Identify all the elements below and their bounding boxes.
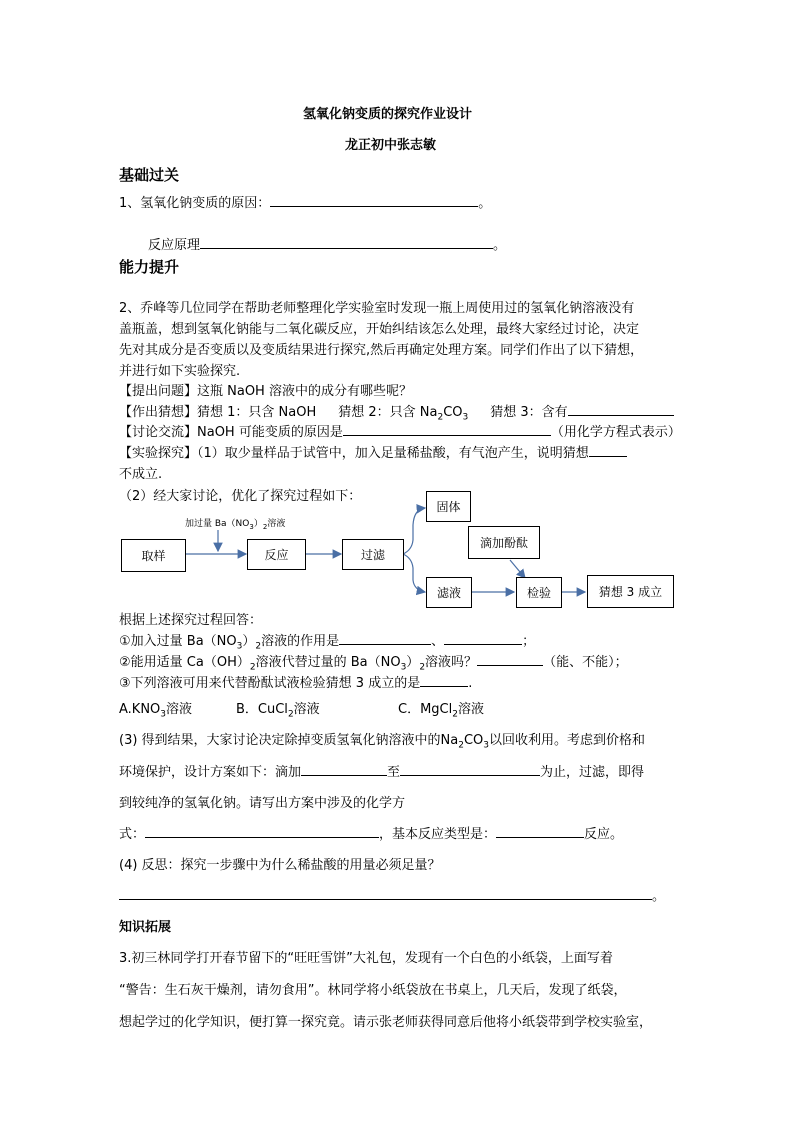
- answer-blank[interactable]: [496, 824, 584, 838]
- flow-box-test: 检验: [516, 577, 562, 608]
- answer-blank[interactable]: [444, 631, 522, 645]
- section-heading-basic: 基础过关: [119, 166, 180, 184]
- flow-box-result: 猜想 3 成立: [587, 575, 674, 608]
- page-title: 氢氧化钠变质的探究作业设计: [303, 107, 473, 122]
- hypothesis-1: 【作出猜想】猜想 1：只含 NaOH: [119, 405, 317, 420]
- answer-blank[interactable]: [420, 673, 468, 687]
- answer-blank[interactable]: [400, 762, 540, 776]
- answer-blank[interactable]: [119, 886, 652, 900]
- answer-3: ③下列溶液可用来代替酚酞试液检验猜想 3 成立的是 .: [119, 672, 472, 691]
- section-heading-ability: 能力提升: [119, 258, 180, 276]
- q5-paragraph-line: 3.初三林同学打开春节留下的“旺旺雪饼”大礼包，发现有一个白色的小纸袋，上面写着: [119, 951, 613, 966]
- question-3-line-4: 式： ，基本反应类型是： 反应。: [119, 823, 623, 842]
- q1-reaction-label: 反应原理: [148, 238, 201, 253]
- answer-1: ①加入过量 $Ba(NO_3)_2$溶液的作用是 、 ；: [119, 630, 535, 652]
- ask-question: 【提出问题】这瓶 NaOH 溶液中的成分有哪些呢？: [119, 384, 412, 399]
- experiment-2: （2）经大家讨论，优化了探究过程如下：: [119, 489, 362, 504]
- author: 龙正初中张志敏: [345, 138, 437, 153]
- section-heading-extension: 知识拓展: [119, 920, 172, 935]
- option-b[interactable]: B．CuCl$_2$溶液: [236, 702, 320, 720]
- flow-reagent-label: 加过量 $Ba(NO_3)_2$溶液: [185, 519, 286, 531]
- flow-box-phenolphthalein: 滴加酚酞: [468, 526, 540, 559]
- arrow-phenol-test: [510, 560, 525, 578]
- q1-reaction-end: 。: [493, 238, 507, 253]
- answer-blank[interactable]: [477, 652, 543, 666]
- option-a[interactable]: $A.KNO_3$溶液: [119, 702, 193, 720]
- experiment-1-end: 不成立.: [119, 467, 163, 482]
- q2-paragraph-line: 2、乔峰等几位同学在帮助老师整理化学实验室时发现一瓶上周使用过的氢氧化钠溶液没有: [119, 301, 635, 316]
- flow-box-sample: 取样: [121, 539, 186, 572]
- answer-blank[interactable]: [301, 762, 387, 776]
- q1-text: 1、氢氧化钠变质的原因：: [119, 196, 271, 211]
- question-3-line-1: (3) 得到结果，大家讨论决定除掉变质氢氧化钠溶液中的$Na_2CO_3$以回收利用。考虑到价格和: [119, 733, 646, 751]
- answer-2: ②能用适量 $Ca(OH)_2$溶液代替过量的 $Ba(NO_3)_2$溶液吗？ （能、不能）；: [119, 651, 628, 673]
- hypothesis-3: 猜想 3：含有: [490, 405, 568, 420]
- question-4-answer: 。: [119, 885, 665, 904]
- experiment-1-text: 【实验探究】（1）取少量样品于试管中，加入足量稀盐酸，有气泡产生，说明猜想: [119, 446, 589, 461]
- flow-box-filtrate: 滤液: [426, 577, 472, 608]
- option-c[interactable]: C．MgCl$_2$溶液: [398, 702, 484, 720]
- q2-paragraph-line: 先对其成分是否变质以及变质结果进行探究,然后再确定处理方案。同学们作出了以下猜想，: [119, 343, 644, 358]
- q2-paragraph-line: 盖瓶盖，想到氢氧化钠能与二氧化碳反应，开始纠结该怎么处理，最终大家经过讨论，决定: [119, 322, 640, 337]
- question-3-line-3: 到较纯净的氢氧化钠。请写出方案中涉及的化学方: [119, 796, 406, 811]
- q1-end: 。: [478, 196, 492, 211]
- q5-paragraph-line: “警告：生石灰干燥剂，请勿食用”。林同学将小纸袋放在书桌上，几天后，发现了纸袋，: [119, 983, 627, 998]
- answer-blank[interactable]: [339, 631, 431, 645]
- q5-paragraph-line: 想起学过的化学知识，便打算一探究竟。请示张老师获得同意后他将小纸袋带到学校实验室，: [119, 1015, 653, 1030]
- discussion-text: 【讨论交流】NaOH 可能变质的原因是: [119, 425, 343, 440]
- answer-blank[interactable]: [145, 824, 379, 838]
- arrow-filter-filtrate: [403, 554, 425, 592]
- answer-intro: 根据上述探究过程回答：: [119, 613, 263, 628]
- question-4: (4) 反思：探究一步骤中为什么稀盐酸的用量必须足量？: [119, 858, 441, 873]
- discussion-end: （用化学方程式表示）: [550, 425, 681, 440]
- flow-box-solid: 固体: [426, 491, 471, 522]
- arrow-filter-solid: [403, 508, 425, 554]
- q2-paragraph-line: 并进行如下实验探究.: [119, 364, 241, 379]
- flow-box-filter: 过滤: [342, 539, 404, 570]
- hypothesis-2: 猜想 2：只含 $Na_2CO_3$: [338, 405, 469, 423]
- question-3-line-2: 环境保护，设计方案如下：滴加 至 为止，过滤，即得: [119, 761, 644, 780]
- flow-box-react: 反应: [247, 539, 306, 570]
